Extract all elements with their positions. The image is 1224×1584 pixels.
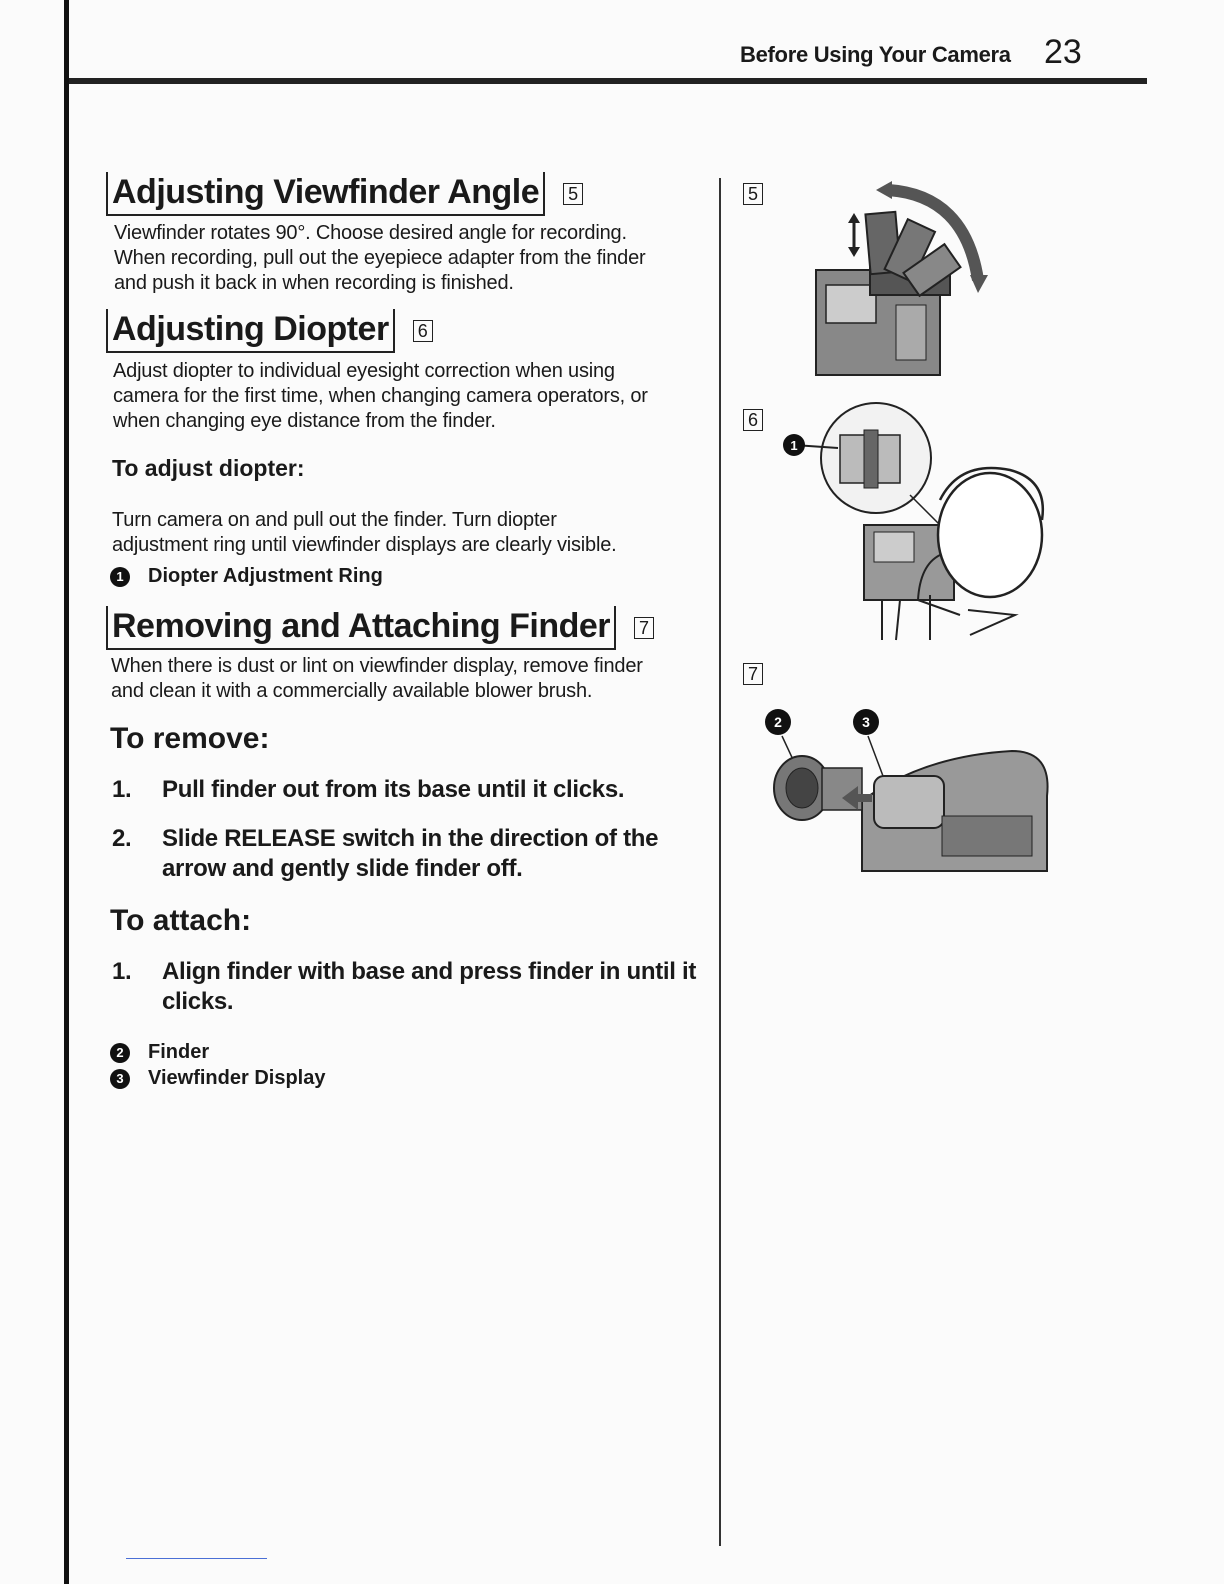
- step-number: 2.: [112, 825, 132, 852]
- figure-5-label: 5: [743, 183, 763, 205]
- text-line: Adjust diopter to individual eyesight correction when using: [113, 360, 615, 382]
- callout-label: Finder: [148, 1041, 210, 1063]
- step-number: 1.: [112, 958, 132, 985]
- callout-viewfinder-display: [110, 1067, 325, 1090]
- text-line: When recording, pull out the eyepiece adapter from the finder: [114, 247, 646, 269]
- header-title: Before Using Your Camera: [740, 42, 1011, 67]
- figure-ref-badge: 6: [413, 320, 433, 342]
- text-line: When there is dust or lint on viewfinder display, remove finder: [111, 655, 643, 677]
- text-line: Viewfinder rotates 90°. Choose desired angle for recording.: [114, 222, 627, 244]
- step-number: 1.: [112, 776, 132, 803]
- figure-7-label: 7: [743, 663, 763, 685]
- figure-ref-badge: 5: [563, 183, 583, 205]
- callout-label: Diopter Adjustment Ring: [148, 565, 383, 587]
- step-text: Align finder with base and press finder in until it clicks.: [162, 958, 697, 1015]
- callout-finder: [110, 1041, 209, 1064]
- header-rule: [69, 78, 1147, 84]
- arrow-down-icon: [848, 247, 860, 257]
- text-line: Turn camera on and pull out the finder. Turn diopter: [112, 509, 557, 531]
- callout-marker-label: 3: [862, 714, 870, 730]
- arrow-tail-icon: [876, 181, 892, 199]
- finder-lens: [786, 768, 818, 808]
- footer-rule: [126, 1558, 267, 1559]
- diopter-instructions: [112, 508, 617, 558]
- attach-step-1: [112, 957, 732, 1019]
- page-left-bar: [64, 0, 69, 1584]
- section-heading-finder: [106, 606, 654, 650]
- arrow-head-icon: [970, 275, 988, 293]
- remove-step-1: [112, 775, 732, 807]
- step-text: Pull finder out from its base until it clicks.: [162, 776, 625, 803]
- figure-6-diopter-adjustment: [780, 400, 1050, 645]
- figure-7-finder-removal: [762, 706, 1057, 876]
- sub-heading-to-remove: To remove:: [110, 722, 270, 755]
- arm-line: [896, 600, 900, 640]
- text-line: camera for the first time, when changing camera operators, or: [113, 385, 648, 407]
- section-title: Removing and Attaching Finder: [106, 606, 616, 650]
- section-title: Adjusting Viewfinder Angle: [106, 172, 545, 216]
- callout-number-3: 3: [110, 1069, 130, 1089]
- arrow-up-icon: [848, 213, 860, 223]
- diopter-ring-detail: [864, 430, 878, 488]
- sub-heading-to-attach: To attach:: [110, 904, 252, 937]
- page-number: 23: [1044, 33, 1082, 71]
- figure-5-viewfinder-rotation: [800, 175, 1000, 385]
- callout-marker-label: 2: [774, 714, 782, 730]
- text-line: when changing eye distance from the finder.: [113, 410, 496, 432]
- callout-diopter-ring: [110, 565, 383, 588]
- person-head-illustration: [938, 473, 1042, 597]
- camera-panel: [942, 816, 1032, 856]
- text-line: adjustment ring until viewfinder displays are clearly visible.: [112, 534, 617, 556]
- step-text: Slide RELEASE switch in the direction of the arrow and gently slide finder off.: [162, 825, 659, 882]
- camera-side-panel: [896, 305, 926, 360]
- camera-panel: [826, 285, 876, 323]
- section-title: Adjusting Diopter: [106, 309, 395, 353]
- collar-outline: [968, 610, 1015, 635]
- sub-heading-adjust-diopter: To adjust diopter:: [112, 455, 305, 481]
- callout-label: Viewfinder Display: [148, 1067, 326, 1089]
- callout-marker-label: 1: [790, 438, 798, 453]
- remove-step-2: [112, 824, 732, 886]
- section-heading-viewfinder-angle: [106, 172, 583, 216]
- figure-ref-badge: 7: [634, 617, 654, 639]
- camera-panel: [874, 532, 914, 562]
- finder-base-illustration: [874, 776, 944, 828]
- text-line: and clean it with a commercially available blower brush.: [111, 680, 593, 702]
- text-line: and push it back in when recording is finished.: [114, 272, 514, 294]
- finder-text: [111, 654, 643, 704]
- viewfinder-angle-text: [114, 221, 645, 296]
- section-heading-diopter: [106, 309, 433, 353]
- diopter-text: [113, 359, 648, 434]
- callout-number-2: 2: [110, 1043, 130, 1063]
- callout-number-1: 1: [110, 567, 130, 587]
- figure-6-label: 6: [743, 409, 763, 431]
